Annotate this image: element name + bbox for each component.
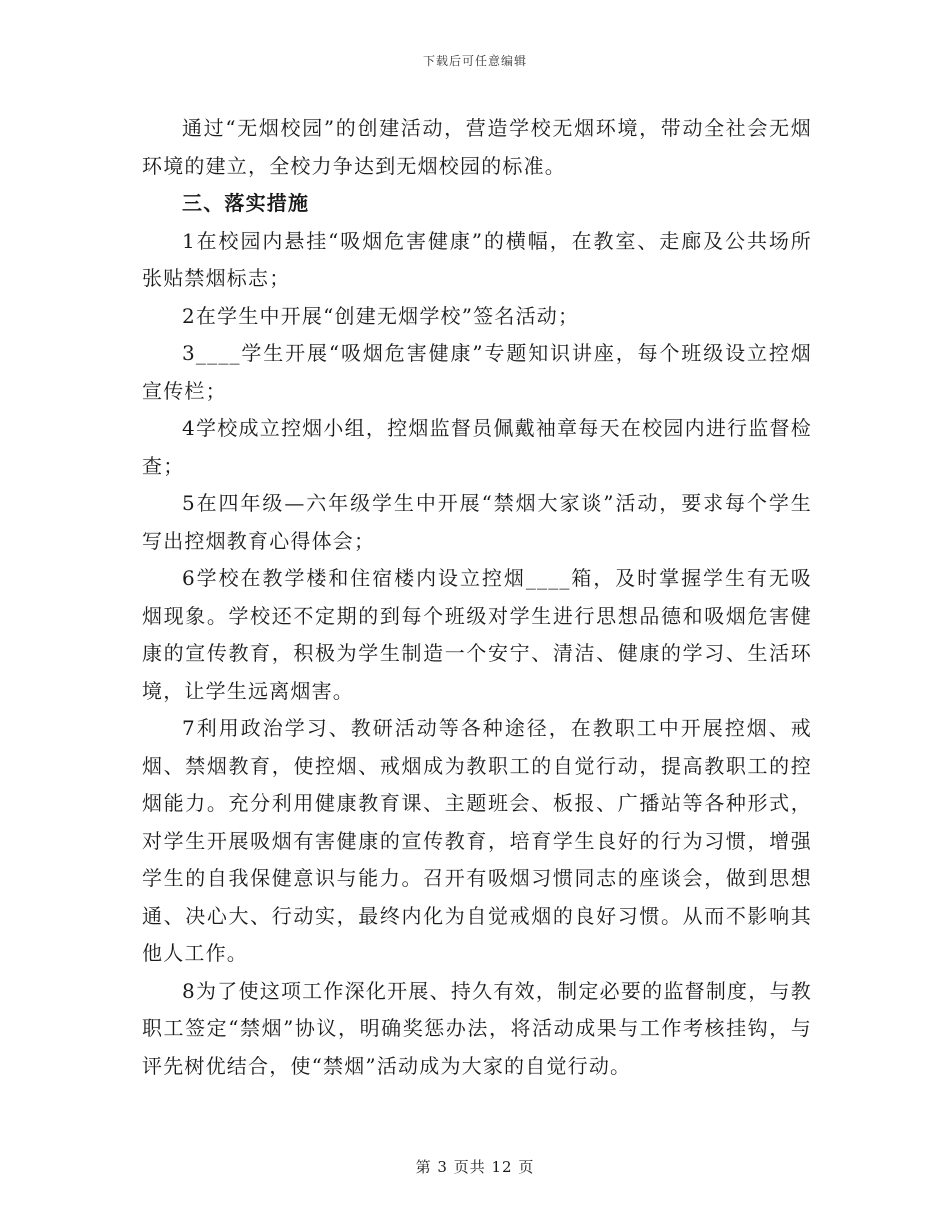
- measure-item-5: 5在四年级—六年级学生中开展“禁烟大家谈”活动，要求每个学生写出控烟教育心得体会；: [142, 491, 812, 553]
- intro-paragraph: 通过“无烟校园”的创建活动，营造学校无烟环境，带动全社会无烟环境的建立，全校力争达到无烟校园的标准。: [142, 116, 812, 178]
- page-number: 第 3 页共 12 页: [415, 1158, 535, 1176]
- section-heading: 三、落实措施: [182, 191, 310, 215]
- measure-item-3: 3____学生开展“吸烟危害健康”专题知识讲座，每个班级设立控烟宣传栏；: [142, 341, 812, 403]
- header-note: 下载后可任意编辑: [422, 54, 527, 68]
- measure-item-6: 6学校在教学楼和住宿楼内设立控烟____箱，及时掌握学生有无吸烟现象。学校还不定期的到每个班级对学生进行思想品德和吸烟危害健康的宣传教育，积极为学生制造一个安宁、清洁、健康的学习、生活环境，让学生远离烟害。: [142, 566, 812, 703]
- measure-item-1: 1在校园内悬挂“吸烟危害健康”的横幅，在教室、走廊及公共场所张贴禁烟标志；: [142, 228, 812, 290]
- measure-item-7: 7利用政治学习、教研活动等各种途径，在教职工中开展控烟、戒烟、禁烟教育，使控烟、戒烟成为教职工的自觉行动，提高教职工的控烟能力。充分利用健康教育课、主题班会、板报、广播站等各种形式，对学生开展吸烟有害健康的宣传教育，培育学生良好的行为习惯，增强学生的自我保健意识与能力。召开有吸烟习惯同志的座谈会，做到思想通、决心大、行动实，最终内化为自觉戒烟的良好习惯。从而不影响其他人工作。: [142, 716, 812, 965]
- measure-item-4: 4学校成立控烟小组，控烟监督员佩戴袖章每天在校园内进行监督检查；: [142, 416, 812, 478]
- document-body: [142, 110, 812, 1085]
- measure-item-2: 2在学生中开展“创建无烟学校”签名活动；: [182, 303, 580, 328]
- measure-item-8: 8为了使这项工作深化开展、持久有效，制定必要的监督制度，与教职工签定“禁烟”协议，明确奖惩办法，将活动成果与工作考核挂钩，与评先树优结合，使“禁烟”活动成为大家的自觉行动。: [142, 978, 812, 1078]
